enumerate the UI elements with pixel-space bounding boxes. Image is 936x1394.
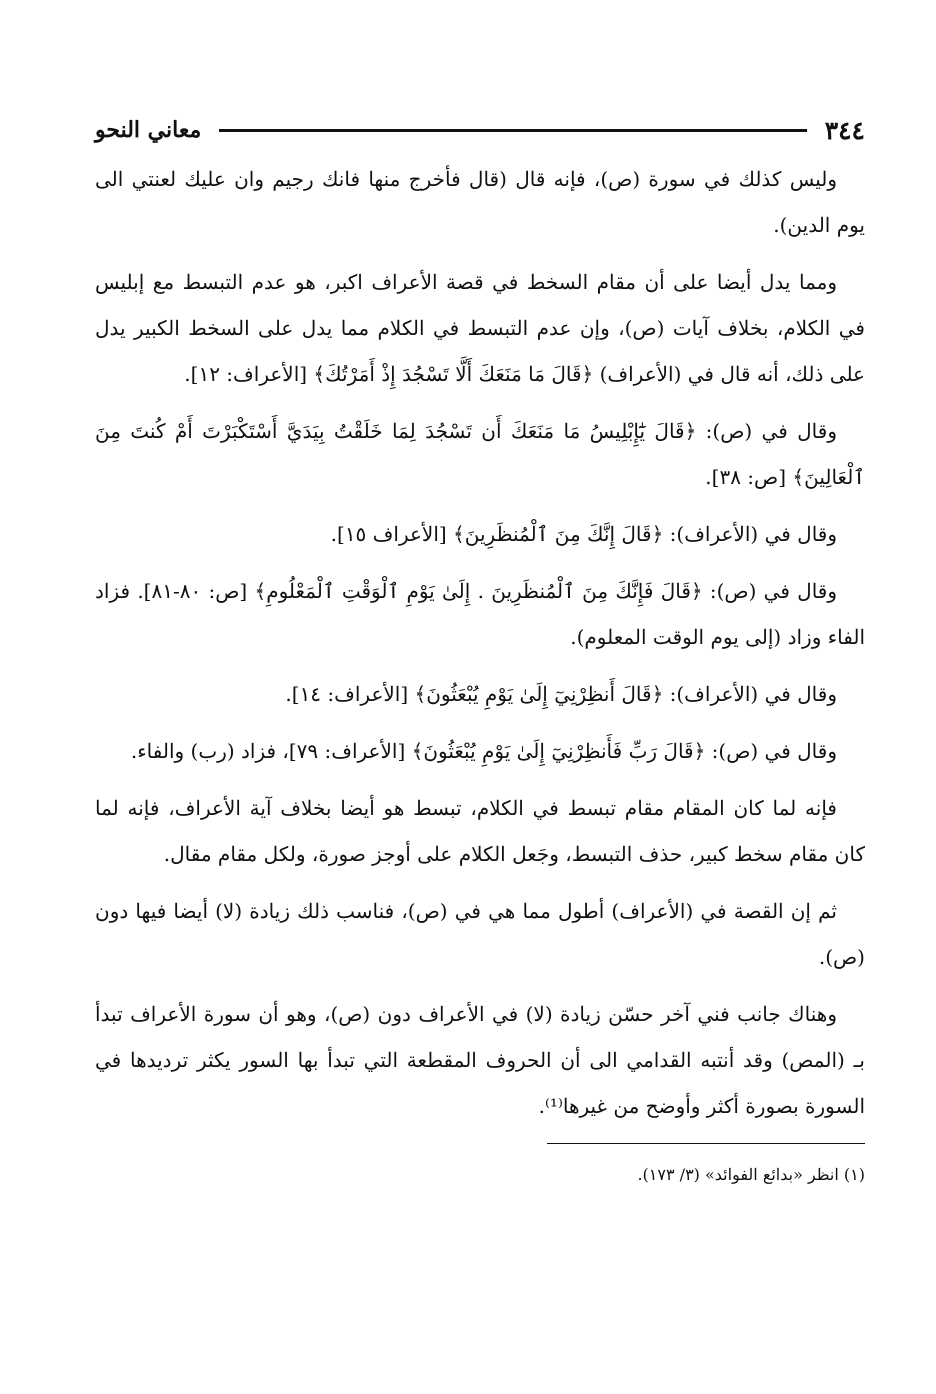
header-rule [219, 129, 806, 132]
footnote: (١) انظر «بدائع الفوائد» (٣/ ١٧٣). [637, 1165, 865, 1184]
running-title: معاني النحو [95, 117, 202, 143]
footnote-rule [547, 1143, 865, 1144]
page-header [95, 108, 865, 152]
page [95, 108, 865, 1190]
paragraph: فإنه لما كان المقام مقام تبسط في الكلام، تبسط هو أيضا بخلاف آية الأعراف، فإنه لما كان مقام سخط كبير، حذف التبسط، وجَعل الكلام على أوجز صورة، ولكل مقام مقال. [95, 796, 865, 866]
paragraph: ثم إن القصة في (الأعراف) أطول مما هي في (ص)، فناسب ذلك زيادة (لا) أيضا فيها دون (ص). [95, 899, 865, 969]
page-number: ٣٤٤ [824, 115, 865, 145]
paragraph: وليس كذلك في سورة (ص)، فإنه قال (قال فأخرج منها فانك رجيم وان عليك لعنتي الى يوم الدين). [95, 167, 865, 237]
paragraph: وهناك جانب فني آخر حسّن زيادة (لا) في الأعراف دون (ص)، وهو أن سورة الأعراف تبدأ بـ (المص) وقد أنتبه القدامي الى أن الحروف المقطعة التي تبدأ بها السور يكثر ترديدها في السورة بصورة أكثر وأوضح من غيرها⁽¹⁾. [95, 1002, 865, 1118]
footnotes [95, 1143, 865, 1190]
paragraph: وقال في (ص): ﴿قَالَ فَإِنَّكَ مِنَ ٱلْمُنظَرِينَ . إِلَىٰ يَوْمِ ٱلْوَقْتِ ٱلْمَعْلُومِ﴾ [ص: ٨٠-٨١]. فزاد الفاء وزاد (إلى يوم الوقت المعلوم). [95, 579, 865, 649]
paragraph: وقال في (الأعراف): ﴿قَالَ إِنَّكَ مِنَ ٱلْمُنظَرِينَ﴾ [الأعراف ١٥]. [330, 522, 837, 546]
paragraph: وقال في (ص): ﴿قَالَ يَٰٓإِبْلِيسُ مَا مَنَعَكَ أَن تَسْجُدَ لِمَا خَلَقْتُ بِيَدَيَّ أَسْتَكْبَرْتَ أَمْ كُنتَ مِنَ ٱلْعَالِينَ﴾ [ص: ٣٨]. [95, 419, 865, 489]
body-text [95, 156, 865, 1129]
paragraph: وقال في (الأعراف): ﴿قَالَ أَنظِرْنِيٓ إِلَىٰ يَوْمِ يُبْعَثُونَ﴾ [الأعراف: ١٤]. [285, 682, 837, 706]
paragraph: وقال في (ص): ﴿قَالَ رَبِّ فَأَنظِرْنِيٓ إِلَىٰ يَوْمِ يُبْعَثُونَ﴾ [الأعراف: ٧٩]، فزاد (رب) والفاء. [130, 739, 837, 763]
paragraph: ومما يدل أيضا على أن مقام السخط في قصة الأعراف اكبر، هو عدم التبسط مع إبليس في الكلام، بخلاف آيات (ص)، وإن عدم التبسط في الكلام مما يدل على السخط الكبير يدل على ذلك، أنه قال في (الأعراف) ﴿قَالَ مَا مَنَعَكَ أَلَّا تَسْجُدَ إِذْ أَمَرْتُكَ﴾ [الأعراف: ١٢]. [95, 270, 865, 386]
